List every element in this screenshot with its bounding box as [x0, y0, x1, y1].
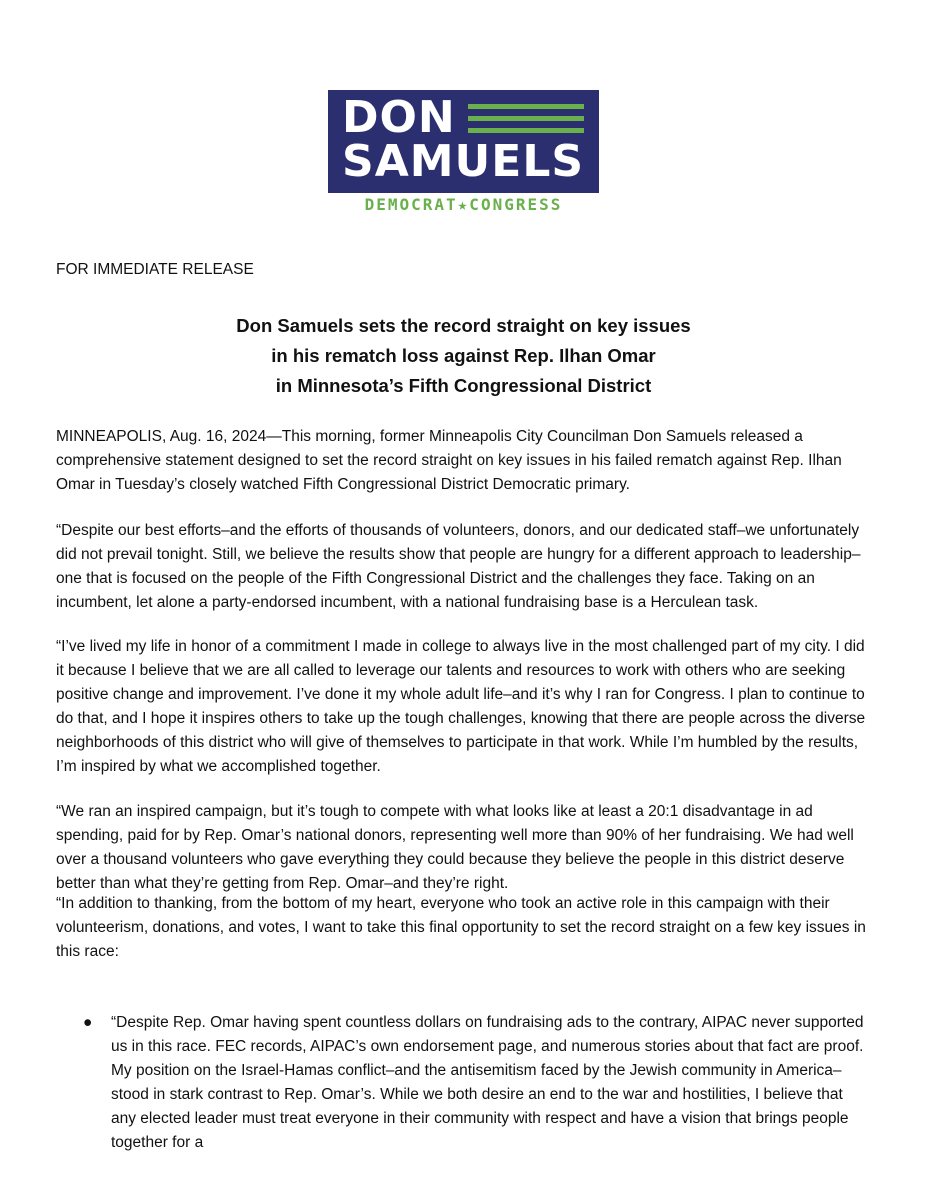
logo-stripe [468, 128, 584, 133]
headline [56, 311, 871, 401]
headline-line: in Minnesota’s Fifth Congressional District [275, 375, 652, 396]
headline-line: in his rematch loss against Rep. Ilhan Omar [271, 345, 656, 366]
bullet-text: “Despite Rep. Omar having spent countless dollars on fundraising ads to the contrary, AIPAC never supported us in this race. FEC records, AIPAC’s own endorsement page, and numerous stories about that fact are proof. My position on the Israel-Hamas conflict–and the antisemitism faced by the Jewish community in America–stood in stark contrast to Rep. Omar’s. While we both desire an end to the war and hostilities, I believe that any elected leader must treat everyone in their community with respect and have a vision that brings people together for a [111, 1014, 864, 1151]
logo-tagline: DEMOCRAT★CONGRESS [364, 195, 563, 214]
campaign-logo [328, 90, 599, 216]
headline-line: Don Samuels sets the record straight on key issues [236, 315, 691, 336]
logo-box [328, 90, 599, 193]
release-label: FOR IMMEDIATE RELEASE [56, 261, 254, 278]
logo-name-last: SAMUELS [342, 136, 585, 187]
body-paragraph: “In addition to thanking, from the bottom of my heart, everyone who took an active role in this campaign with their volunteerism, donations, and votes, I want to take this final opportunity to set the record straight on a few key issues in this race: [56, 895, 866, 960]
body-paragraph: “Despite our best efforts–and the efforts of thousands of volunteers, donors, and our dedicated staff–we unfortunately did not prevail tonight. Still, we believe the results show that people are hungry for a different approach to leadership–one that is focused on the people of the Fifth Congressional District and the challenges they face. Taking on an incumbent, let alone a party-endorsed incumbent, with a national fundraising base is a Herculean task. [56, 522, 861, 611]
logo-stripe [468, 104, 584, 109]
logo-stripe [468, 116, 584, 121]
logo-stripes [468, 104, 584, 134]
body-paragraph: “We ran an inspired campaign, but it’s tough to compete with what looks like at least a 20:1 disadvantage in ad spending, paid for by Rep. Omar’s national donors, representing well more than 90% of her fundraising. We had well over a thousand volunteers who gave everything they could because they believe the people in this district deserve better than what they’re getting from Rep. Omar–and they’re right. [56, 803, 854, 892]
body-paragraph: “I’ve lived my life in honor of a commitment I made in college to always live in the most challenged part of my city. I did it because I believe that we are all called to leverage our talents and resources to work with others who are seeking positive change and improvement. I’ve done it my whole adult life–and it’s why I ran for Congress. I plan to continue to do that, and I hope it inspires others to take up the tough challenges, knowing that there are people across the diverse neighborhoods of this district who will give of themselves to participate in that work. While I’m humbled by the results, I’m inspired by what we accomplished together. [56, 638, 866, 775]
dateline-paragraph: MINNEAPOLIS, Aug. 16, 2024—This morning, former Minneapolis City Councilman Don Samuels released a comprehensive statement designed to set the record straight on key issues in his failed rematch against Rep. Ilhan Omar in Tuesday’s closely watched Fifth Congressional District Democratic primary. [56, 428, 842, 493]
bullet-icon: ● [83, 1014, 93, 1031]
logo-name-first: DON [342, 92, 456, 143]
